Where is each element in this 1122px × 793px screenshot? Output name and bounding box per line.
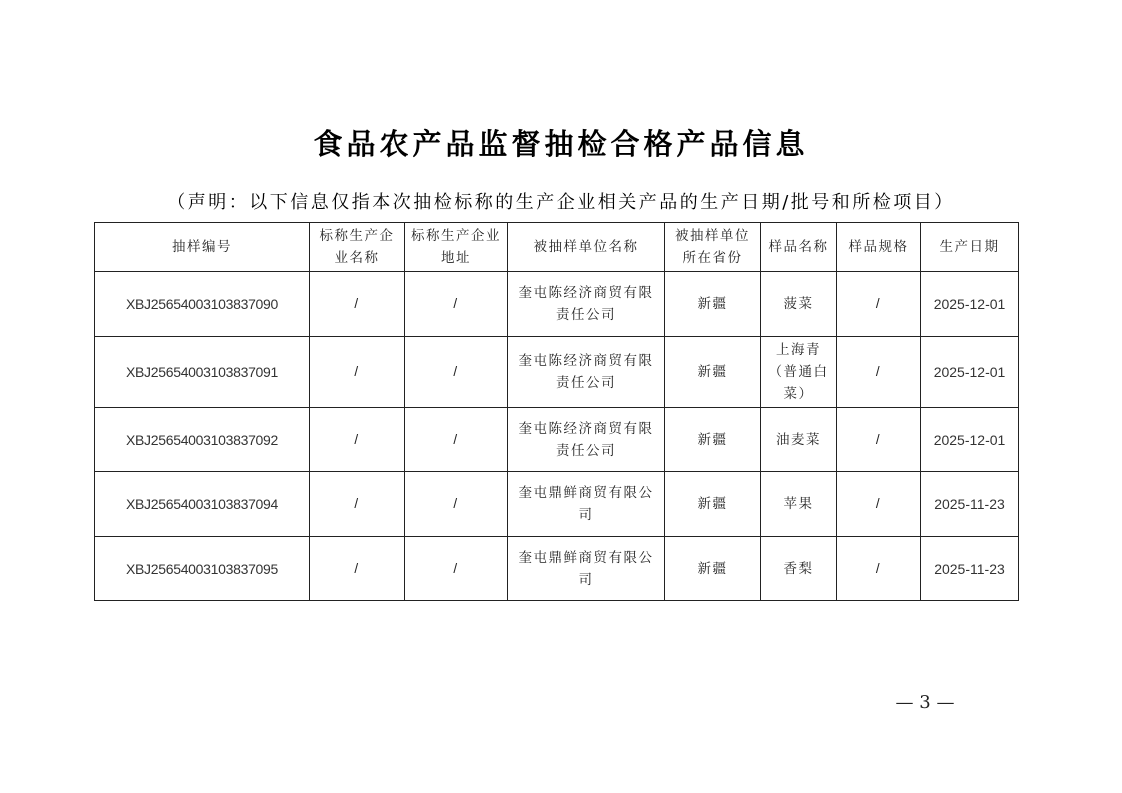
cell-sampled-unit: 奎屯鼎鲜商贸有限公司 (508, 472, 665, 537)
cell-province: 新疆 (665, 408, 761, 472)
cell-production-date: 2025-12-01 (921, 272, 1019, 337)
cell-production-date: 2025-12-01 (921, 337, 1019, 408)
cell-sample-name: 油麦菜 (761, 408, 837, 472)
cell-manufacturer-name: / (310, 337, 405, 408)
cell-sample-name: 香梨 (761, 537, 837, 601)
cell-manufacturer-address: / (405, 408, 508, 472)
cell-manufacturer-address: / (405, 537, 508, 601)
cell-specification: / (837, 337, 921, 408)
cell-sample-no: XBJ25654003103837095 (95, 537, 310, 601)
cell-sample-no: XBJ25654003103837090 (95, 272, 310, 337)
table-header-row (95, 223, 1019, 272)
table-row (95, 337, 1019, 408)
disclaimer-statement: （声明：以下信息仅指本次抽检标称的生产企业相关产品的生产日期/批号和所检项目） (167, 192, 955, 213)
header-sample-no: 抽样编号 (95, 223, 310, 272)
table-row (95, 537, 1019, 601)
page-number: — 3 — (895, 692, 955, 713)
cell-sampled-unit: 奎屯陈经济商贸有限责任公司 (508, 272, 665, 337)
cell-sample-name: 上海青（普通白菜） (761, 337, 837, 408)
cell-specification: / (837, 408, 921, 472)
cell-manufacturer-name: / (310, 272, 405, 337)
cell-sample-no: XBJ25654003103837094 (95, 472, 310, 537)
cell-production-date: 2025-11-23 (921, 472, 1019, 537)
cell-production-date: 2025-12-01 (921, 408, 1019, 472)
table-row (95, 408, 1019, 472)
cell-manufacturer-address: / (405, 337, 508, 408)
cell-manufacturer-name: / (310, 537, 405, 601)
qualified-products-table (94, 222, 1019, 601)
cell-specification: / (837, 472, 921, 537)
header-manufacturer-name: 标称生产企业名称 (310, 223, 405, 272)
cell-sampled-unit: 奎屯鼎鲜商贸有限公司 (508, 537, 665, 601)
cell-province: 新疆 (665, 537, 761, 601)
header-sample-name: 样品名称 (761, 223, 837, 272)
cell-manufacturer-address: / (405, 272, 508, 337)
cell-sample-no: XBJ25654003103837092 (95, 408, 310, 472)
cell-sampled-unit: 奎屯陈经济商贸有限责任公司 (508, 337, 665, 408)
cell-sample-no: XBJ25654003103837091 (95, 337, 310, 408)
cell-specification: / (837, 537, 921, 601)
table-row (95, 272, 1019, 337)
cell-sample-name: 苹果 (761, 472, 837, 537)
cell-manufacturer-name: / (310, 472, 405, 537)
table-row (95, 472, 1019, 537)
cell-manufacturer-address: / (405, 472, 508, 537)
header-manufacturer-address: 标称生产企业地址 (405, 223, 508, 272)
cell-manufacturer-name: / (310, 408, 405, 472)
cell-specification: / (837, 272, 921, 337)
header-production-date: 生产日期 (921, 223, 1019, 272)
cell-production-date: 2025-11-23 (921, 537, 1019, 601)
cell-province: 新疆 (665, 337, 761, 408)
header-specification: 样品规格 (837, 223, 921, 272)
cell-province: 新疆 (665, 472, 761, 537)
page-title: 食品农产品监督抽检合格产品信息 (313, 127, 809, 161)
cell-sample-name: 菠菜 (761, 272, 837, 337)
header-province: 被抽样单位所在省份 (665, 223, 761, 272)
cell-sampled-unit: 奎屯陈经济商贸有限责任公司 (508, 408, 665, 472)
header-sampled-unit: 被抽样单位名称 (508, 223, 665, 272)
cell-province: 新疆 (665, 272, 761, 337)
